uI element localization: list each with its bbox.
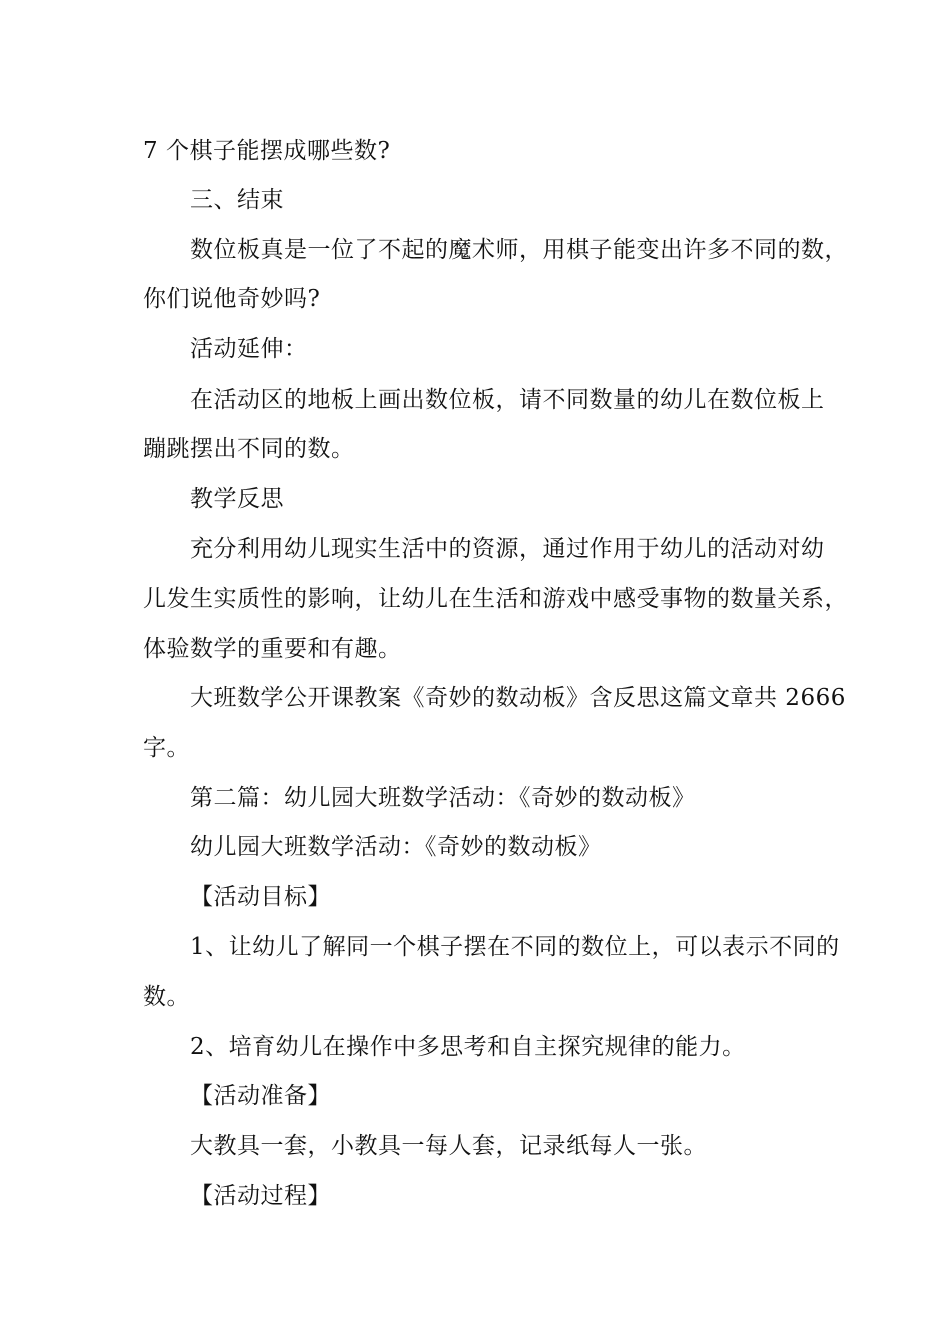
section-heading: 【活动过程】 [190,1183,331,1209]
text-line: 蹦跳摆出不同的数。 [143,436,355,462]
text-line: 充分利用幼儿现实生活中的资源，通过作用于幼儿的活动对幼 [190,536,825,562]
text-line: 字。 [143,735,190,761]
text-line: 数。 [143,984,190,1010]
section-heading: 第二篇：幼儿园大班数学活动：《奇妙的数动板》 [190,785,696,811]
text-line: 大教具一套，小教具一每人套，记录纸每人一张。 [190,1133,707,1159]
text-line: 幼儿园大班数学活动：《奇妙的数动板》 [190,834,602,860]
section-heading: 【活动目标】 [190,884,331,910]
text-line: 2、培育幼儿在操作中多思考和自主探究规律的能力。 [190,1034,746,1060]
section-heading: 教学反思 [190,486,284,512]
text-line: 体验数学的重要和有趣。 [143,636,402,662]
text-line: 儿发生实质性的影响，让幼儿在生活和游戏中感受事物的数量关系， [143,586,848,612]
text-line: 你们说他奇妙吗? [143,286,321,312]
section-heading: 三、结束 [190,187,284,213]
section-heading: 活动延伸： [190,336,308,362]
text-line: 在活动区的地板上画出数位板，请不同数量的幼儿在数位板上 [190,387,825,413]
section-heading: 【活动准备】 [190,1083,331,1109]
text-line: 大班数学公开课教案《奇妙的数动板》含反思这篇文章共 2666 [190,685,846,711]
text-line: 1、让幼儿了解同一个棋子摆在不同的数位上，可以表示不同的 [190,934,840,960]
text-line: 数位板真是一位了不起的魔术师，用棋子能变出许多不同的数， [190,237,848,263]
text-line: 7 个棋子能摆成哪些数? [143,138,391,164]
